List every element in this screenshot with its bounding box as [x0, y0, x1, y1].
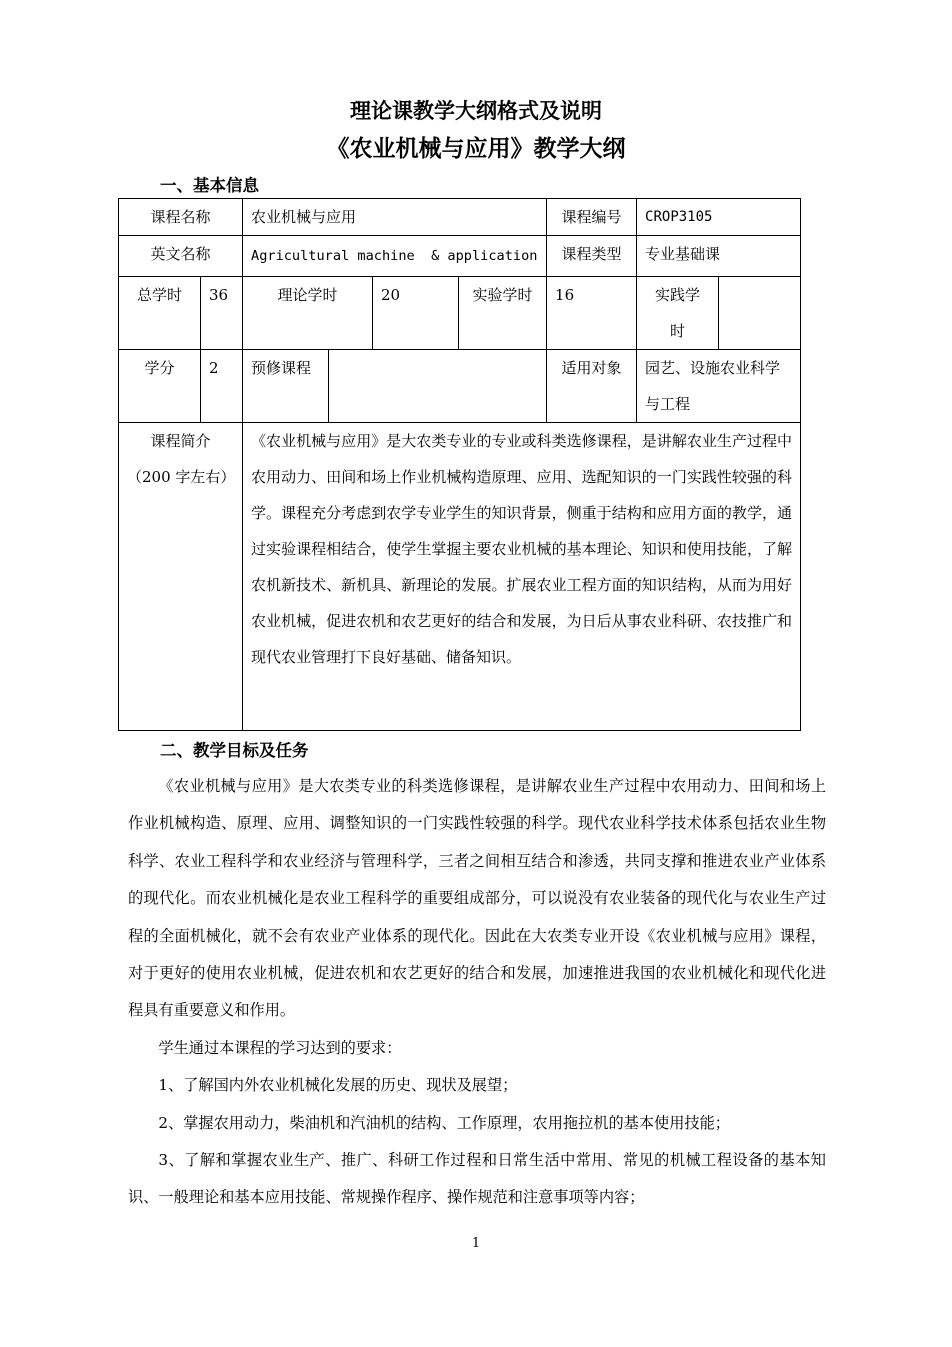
table-row — [119, 423, 801, 731]
intro-label-note: （200 字左右） — [127, 468, 236, 486]
requirement-item-1: 1、了解国内外农业机械化发展的历史、现状及展望； — [158, 1076, 518, 1095]
lab-hours-label: 实验学时 — [459, 277, 547, 350]
objectives-body — [128, 768, 826, 1217]
course-intro-text: 《农业机械与应用》是大农类专业的专业或科类选修课程，是讲解农业生产过程中农用动力、田间和场上作业机械构造原理、应用、选配知识的一门实践性较强的科学。课程充分考虑到农学专业学生的知识背景，侧重于结构和应用方面的教学，通过实验课程相结合，使学生掌握主要农业机械的基本理论、知识和使用技能，了解农机新技术、新机具、新理论的发展。扩展农业工程方面的知识结构，从而为用好农业机械，促进农机和农艺更好的结合和发展，为日后从事农业科研、农技推广和现代农业管理打下良好基础、储备知识。 — [243, 423, 801, 731]
requirement-item-3: 3、了解和掌握农业生产、推广、科研工作过程和日常生活中常用、常见的机械工程设备的基本知识、一般理论和基本应用技能、常规操作程序、操作规范和注意事项等内容； — [128, 1151, 826, 1207]
course-code-label: 课程编号 — [547, 199, 637, 236]
course-code-value: CROP3105 — [637, 199, 801, 236]
table-row — [119, 277, 801, 350]
course-name-label: 课程名称 — [119, 199, 243, 236]
total-hours-label: 总学时 — [119, 277, 201, 350]
section-heading-objectives: 二、教学目标及任务 — [160, 741, 309, 760]
syllabus-title: 《农业机械与应用》教学大纲 — [326, 136, 626, 162]
theory-hours-value: 20 — [373, 277, 459, 350]
course-type-label: 课程类型 — [547, 236, 637, 277]
intro-label-title: 课程简介 — [150, 432, 211, 450]
table-row — [119, 199, 801, 236]
section-heading-basic-info: 一、基本信息 — [160, 176, 259, 195]
document-title: 理论课教学大纲格式及说明 — [350, 99, 602, 123]
course-name-value: 农业机械与应用 — [243, 199, 547, 236]
prerequisite-value — [329, 350, 547, 423]
audience-label: 适用对象 — [547, 350, 637, 423]
page-number: 1 — [471, 1236, 481, 1251]
prerequisite-label: 预修课程 — [243, 350, 329, 423]
audience-value: 园艺、设施农业科学与工程 — [637, 350, 801, 423]
intro-label — [119, 423, 243, 731]
objectives-paragraph: 《农业机械与应用》是大农类专业的科类选修课程，是讲解农业生产过程中农用动力、田间和场上作业机械构造、原理、应用、调整知识的一门实践性较强的科学。现代农业科学技术体系包括农业生物科学、农业工程科学和农业经济与管理科学，三者之间相互结合和渗透，共同支撑和推进农业产业体系的现代化。而农业机械化是农业工程科学的重要组成部分，可以说没有农业装备的现代化与农业生产过程的全面机械化，就不会有农业产业体系的现代化。因此在大农类专业开设《农业机械与应用》课程，对于更好的使用农业机械，促进农机和农艺更好的结合和发展，加速推进我国的农业机械化和现代化进程具有重要意义和作用。 — [128, 777, 826, 1020]
credits-label: 学分 — [119, 350, 201, 423]
english-name-value: Agricultural machine & application — [243, 236, 547, 277]
requirements-intro: 学生通过本课程的学习达到的要求： — [158, 1038, 402, 1057]
practice-hours-label: 实践学时 — [637, 277, 719, 350]
basic-info-table — [118, 198, 801, 731]
credits-value: 2 — [201, 350, 243, 423]
total-hours-value: 36 — [201, 277, 243, 350]
english-name-label: 英文名称 — [119, 236, 243, 277]
table-row — [119, 350, 801, 423]
requirement-item-2: 2、掌握农用动力，柴油机和汽油机的结构、工作原理，农用拖拉机的基本使用技能； — [158, 1113, 730, 1132]
course-type-value: 专业基础课 — [637, 236, 801, 277]
practice-hours-value — [719, 277, 801, 350]
lab-hours-value: 16 — [547, 277, 637, 350]
table-row — [119, 236, 801, 277]
theory-hours-label: 理论学时 — [243, 277, 373, 350]
